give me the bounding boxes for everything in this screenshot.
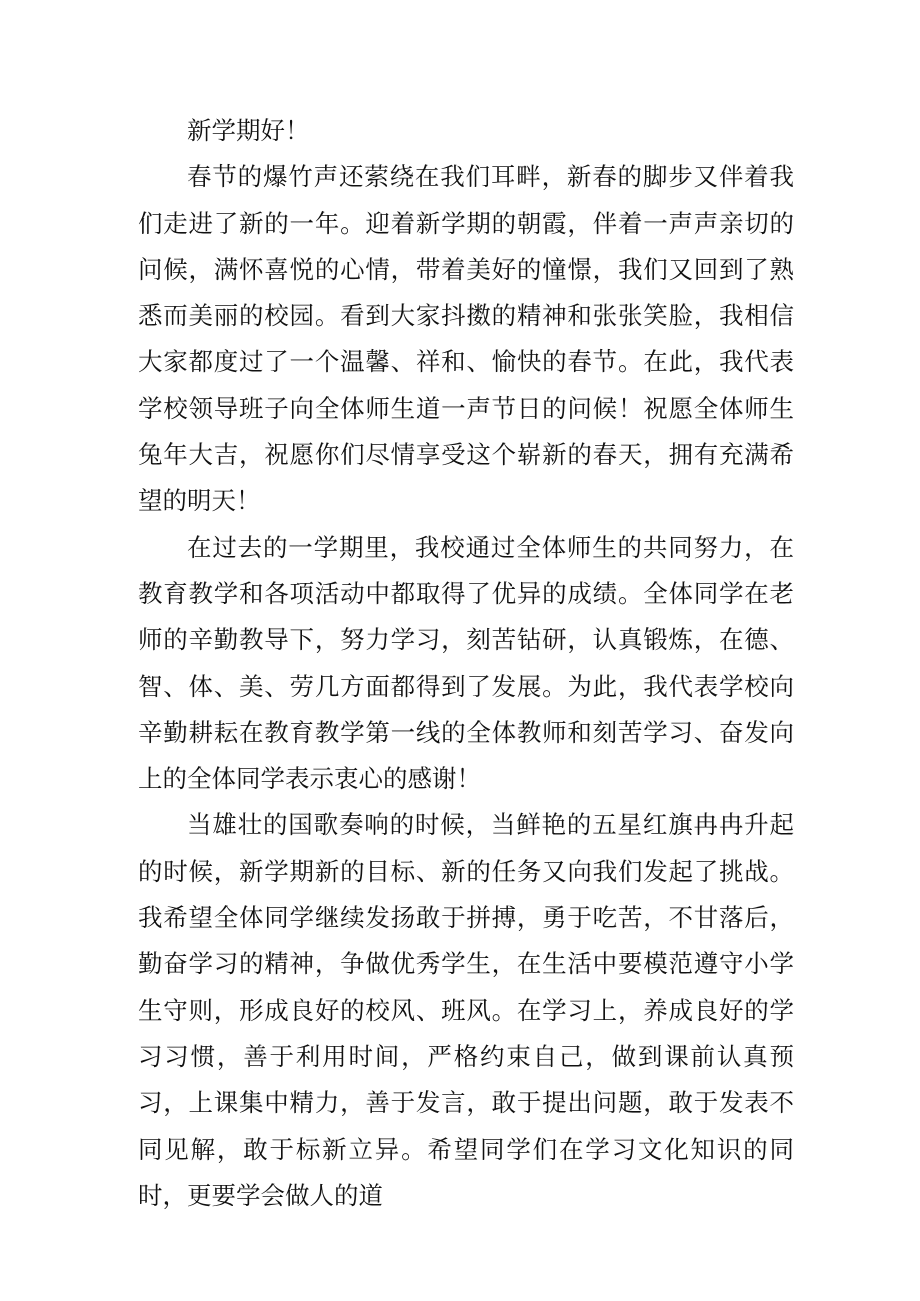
body-paragraph-past-semester: 在过去的一学期里，我校通过全体师生的共同努力，在教育教学和各项活动中都取得了优异的成绩。全体同学在老师的辛勤教导下，努力学习，刻苦钻研，认真锻炼，在德、智、体、美、劳几方面都得到了发展。为此，我代表学校向辛勤耕耘在教育教学第一线的全体教师和刻苦学习、奋发向上的全体同学表示衷心的感谢！	[138, 532, 794, 794]
document-body	[138, 108, 794, 1219]
greeting-paragraph: 新学期好！	[187, 116, 310, 145]
body-paragraph-spring-festival: 春节的爆竹声还萦绕在我们耳畔，新春的脚步又伴着我们走进了新的一年。迎着新学期的朝霞，伴着一声声亲切的问候，满怀喜悦的心情，带着美好的憧憬，我们又回到了熟悉而美丽的校园。看到大家抖擞的精神和张张笑脸，我相信大家都度过了一个温馨、祥和、愉快的春节。在此，我代表学校领导班子向全体师生道一声节日的问候！祝愿全体师生兔年大吉，祝愿你们尽情享受这个崭新的春天，拥有充满希望的明天！	[138, 162, 794, 516]
body-paragraph-new-goals: 当雄壮的国歌奏响的时候，当鲜艳的五星红旗冉冉升起的时候，新学期新的目标、新的任务又向我们发起了挑战。我希望全体同学继续发扬敢于拼搏，勇于吃苦，不甘落后，勤奋学习的精神，争做优秀学生，在生活中要模范遵守小学生守则，形成良好的校风、班风。在学习上，养成良好的学习习惯，善于利用时间，严格约束自己，做到课前认真预习，上课集中精力，善于发言，敢于提出问题，敢于发表不同见解，敢于标新立异。希望同学们在学习文化知识的同时，更要学会做人的道	[138, 810, 794, 1210]
